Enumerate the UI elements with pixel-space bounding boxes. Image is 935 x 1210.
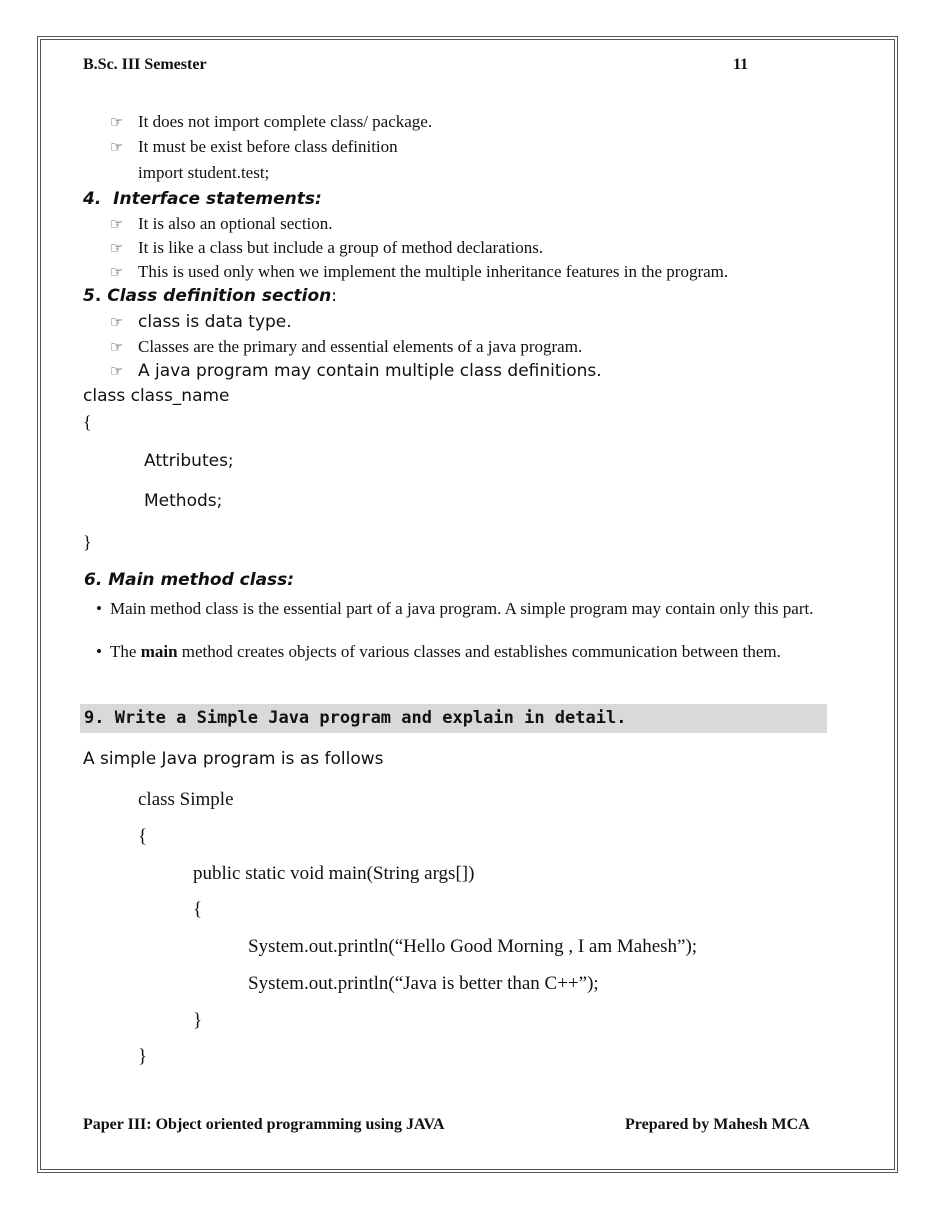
list-item: ☞ It is like a class but include a group of method declarations. [110, 238, 544, 257]
code-line: { [193, 899, 203, 920]
code-line: } [138, 1046, 148, 1067]
header-title: B.Sc. III Semester [83, 56, 207, 73]
pointing-hand-icon: ☞ [110, 215, 124, 233]
import-example: import student.test; [138, 163, 270, 182]
section-heading-main-method: 6. Main method class: [84, 570, 295, 590]
list-item: ☞ This is used only when we implement the multiple inheritance features in the program. [110, 262, 729, 281]
footer-paper-title: Paper III: Object oriented programming using JAVA [83, 1116, 445, 1133]
page-number: 11 [733, 56, 749, 73]
pointing-hand-icon: ☞ [110, 362, 124, 380]
pointing-hand-icon: ☞ [110, 263, 124, 281]
code-line: } [193, 1010, 203, 1031]
question-intro: A simple Java program is as follows [83, 749, 384, 769]
question-heading: 9. Write a Simple Java program and explain in detail. [84, 708, 627, 728]
list-item: ☞ It does not import complete class/ package. [110, 112, 433, 131]
code-line: { [83, 412, 92, 432]
list-item: ☞ A java program may contain multiple class definitions. [110, 361, 602, 381]
section-heading-interface: 4. Interface statements: [83, 189, 322, 209]
list-item: ☞ It must be exist before class definition [110, 137, 398, 156]
code-line: System.out.println(“Java is better than C++”); [248, 973, 599, 994]
pointing-hand-icon: ☞ [110, 138, 124, 156]
list-item: • The main method creates objects of various classes and establishes communication between them. [96, 642, 781, 661]
section-heading-class-definition: 5. Class definition section: [83, 286, 338, 306]
code-line: class class_name [83, 386, 230, 406]
code-line: Methods; [144, 491, 223, 511]
code-line: Attributes; [144, 451, 234, 471]
list-item: ☞ It is also an optional section. [110, 214, 333, 233]
code-line: } [83, 532, 92, 552]
footer-author: Prepared by Mahesh MCA [625, 1116, 810, 1133]
code-line: class Simple [138, 789, 234, 810]
bullet-dot: • [96, 642, 102, 661]
list-item: • Main method class is the essential part of a java program. A simple program may contain only this part. [96, 599, 814, 618]
pointing-hand-icon: ☞ [110, 113, 124, 131]
code-line: { [138, 826, 148, 847]
code-line: public static void main(String args[]) [193, 863, 475, 884]
pointing-hand-icon: ☞ [110, 313, 124, 331]
code-line: System.out.println(“Hello Good Morning , I am Mahesh”); [248, 936, 698, 957]
list-item: ☞ class is data type. [110, 312, 292, 332]
pointing-hand-icon: ☞ [110, 239, 124, 257]
list-item: ☞ Classes are the primary and essential elements of a java program. [110, 337, 583, 356]
pointing-hand-icon: ☞ [110, 338, 124, 356]
bullet-dot: • [96, 599, 102, 618]
